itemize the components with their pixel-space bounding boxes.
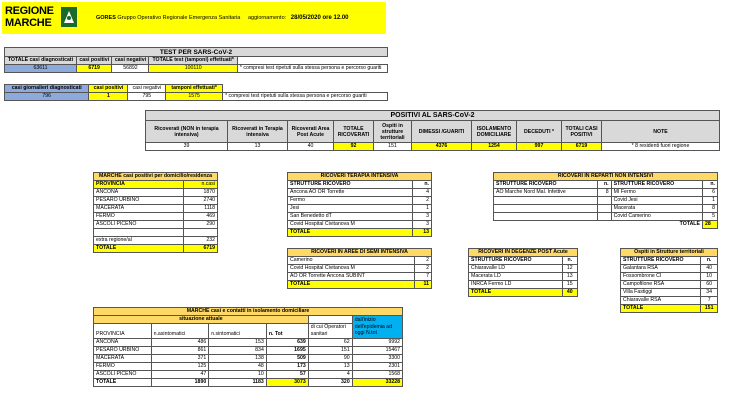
table-row: MACERATA 1118 bbox=[94, 205, 218, 213]
province-h2: n.casi bbox=[183, 181, 217, 189]
pos-v-4: 151 bbox=[374, 143, 412, 151]
pos-v-7: 997 bbox=[517, 143, 562, 151]
table-row: INRCA Fermo LD 15 bbox=[469, 281, 578, 289]
pos-v-8: 6719 bbox=[562, 143, 602, 151]
table-row: Chiaravalle LD 12 bbox=[469, 265, 578, 273]
table-row: Ancona AO OR Torrette 4 bbox=[288, 189, 432, 197]
table-row: Covid Hospital Civitanova M 2 bbox=[288, 265, 432, 273]
gores-label: GORES bbox=[96, 15, 116, 21]
test-v-pos: 6719 bbox=[76, 65, 112, 73]
table-row: Galantara RSA 40 bbox=[621, 265, 718, 273]
pos-v-0: 39 bbox=[146, 143, 228, 151]
iso-h-oper: di cui Operatori sanitari bbox=[308, 324, 352, 339]
semi-total: TOTALE 11 bbox=[288, 281, 432, 289]
province-table bbox=[93, 172, 218, 253]
gores-desc: Gruppo Operativo Regionale Emergenza Sanitaria bbox=[117, 15, 241, 21]
pos-h-5: DIMESSI /GUARITI bbox=[412, 121, 472, 143]
post-title: RICOVERI IN DEGENZE POST Acute bbox=[469, 249, 578, 257]
table-row: Macerata LD 13 bbox=[469, 273, 578, 281]
logo-line2: MARCHE bbox=[5, 17, 52, 29]
test-v-tot: 63611 bbox=[5, 65, 77, 73]
logo-line1: REGIONE bbox=[5, 5, 54, 17]
daily-h-test: tamponi effettuati* bbox=[166, 85, 223, 93]
daily-h-tot: casi giornalieri diagnosticati bbox=[5, 85, 89, 93]
ospiti-total: TOTALE 151 bbox=[621, 305, 718, 313]
pos-v-1: 13 bbox=[228, 143, 288, 151]
ospiti-h2: n. bbox=[701, 257, 718, 265]
ospiti-table bbox=[620, 248, 718, 313]
test-h-test: TOTALE test (tamponi) effettuati* bbox=[149, 57, 237, 65]
iso-h-asint: n.asintomatici bbox=[151, 324, 209, 339]
pos-h-1: Ricoverati in Terapia intensiva bbox=[228, 121, 288, 143]
marche-emblem-icon bbox=[61, 7, 77, 27]
iso-h-prov: PROVINCIA bbox=[94, 324, 152, 339]
daily-h-pos: casi positivi bbox=[89, 85, 128, 93]
iso-title: MARCHE casi e contatti in isolamento domiciliare bbox=[94, 308, 403, 316]
semi-table bbox=[287, 248, 432, 289]
table-row: Villa Fastiggi 34 bbox=[621, 289, 718, 297]
table-row: San Benedetto dT 3 bbox=[288, 213, 432, 221]
table-row: Covid Hospital Civitanova M 3 bbox=[288, 221, 432, 229]
table-row: Campofilone RSA 60 bbox=[621, 281, 718, 289]
daily-v-neg: 795 bbox=[128, 93, 166, 101]
pos-h-4: Ospiti in strutture territoriali bbox=[374, 121, 412, 143]
test-h-neg: casi negativi bbox=[112, 57, 149, 65]
test-v-test: 100110 bbox=[149, 65, 237, 73]
test-v-neg: 56892 bbox=[112, 65, 149, 73]
nonti-h1: STRUTTURE RICOVERO bbox=[494, 181, 598, 189]
nonti-title: RICOVERI IN REPARTI NON INTENSIVI bbox=[494, 173, 718, 181]
daily-table bbox=[4, 84, 388, 101]
agg-value: 28/05/2020 ore 12.00 bbox=[290, 15, 349, 21]
post-total: TOTALE 40 bbox=[469, 289, 578, 297]
pos-h-9: NOTE bbox=[602, 121, 720, 143]
ti-h1: STRUTTURE RICOVERO bbox=[288, 181, 413, 189]
table-row: ASCOLI PICENO 47 10 57 4 1568 bbox=[94, 371, 403, 379]
table-row: FERMO 125 48 173 13 2301 bbox=[94, 363, 403, 371]
table-row: AO OR Torrette Ancona SUBINT 7 bbox=[288, 273, 432, 281]
pos-h-8: TOTALI CASI POSITIVI bbox=[562, 121, 602, 143]
test-h-pos: casi positivi bbox=[76, 57, 112, 65]
nonti-table bbox=[493, 172, 718, 229]
table-row: FERMO 469 bbox=[94, 213, 218, 221]
table-row: Fossombrone CI 10 bbox=[621, 273, 718, 281]
table-row: Covid Jesi 1 bbox=[494, 197, 718, 205]
table-row: Fermo 2 bbox=[288, 197, 432, 205]
test-h-tot: TOTALE casi diagnosticati bbox=[5, 57, 77, 65]
agg-label: aggiornamento: bbox=[247, 15, 287, 21]
nonti-h3: STRUTTURE RICOVERO bbox=[611, 181, 702, 189]
iso-h-inizio: dall'inizio dell'epidemia ad oggi N.tot bbox=[352, 316, 402, 339]
test-title: TEST PER SARS-CoV-2 bbox=[5, 48, 388, 57]
test-table bbox=[4, 47, 388, 73]
nonti-total: TOTALE 28 bbox=[494, 221, 718, 229]
ospiti-title: Ospiti in Strutture territoriali bbox=[621, 249, 718, 257]
pos-h-0: Ricoverati (NON in terapia intensiva) bbox=[146, 121, 228, 143]
ti-h2: n. bbox=[412, 181, 431, 189]
test-note: * compresi test ripetuti sulla stessa persona e percorso guariti bbox=[237, 65, 387, 73]
table-row: MACERATA 371 138 509 90 3300 bbox=[94, 355, 403, 363]
iso-h-sint: n.sintomatici bbox=[209, 324, 267, 339]
daily-v-tot: 796 bbox=[5, 93, 89, 101]
pos-h-3: TOTALE RICOVERATI bbox=[334, 121, 374, 143]
daily-h-neg: casi negativi bbox=[128, 85, 166, 93]
table-row: ANCONA 1870 bbox=[94, 189, 218, 197]
daily-note: * compresi test ripetuti sulla stessa persona e percorso guariti bbox=[223, 93, 388, 101]
post-table bbox=[468, 248, 578, 297]
nonti-h2: n. bbox=[598, 181, 611, 189]
table-row: Covid Camerino 5 bbox=[494, 213, 718, 221]
positivi-table bbox=[145, 110, 720, 151]
table-row: ANCONA 486 153 639 62 9992 bbox=[94, 339, 403, 347]
ti-total: TOTALE 13 bbox=[288, 229, 432, 237]
iso-table bbox=[93, 307, 403, 387]
table-row: extra regione/al 232 bbox=[94, 237, 218, 245]
table-row: Chiaravalle RSA 7 bbox=[621, 297, 718, 305]
post-h1: STRUTTURE RICOVERO bbox=[469, 257, 563, 265]
province-h1: PROVINCIA bbox=[94, 181, 184, 189]
ospiti-h1: STRUTTURE RICOVERO bbox=[621, 257, 701, 265]
pos-h-2: Ricoverati Area Post Acute bbox=[288, 121, 334, 143]
daily-v-pos: 1 bbox=[89, 93, 128, 101]
pos-v-9: * 8 residenti fuori regione bbox=[602, 143, 720, 151]
table-row: AO Marche Nord Mal. Infettive 8 MI Fermo 6 bbox=[494, 189, 718, 197]
logo bbox=[5, 5, 75, 31]
iso-subtitle: situazione attuale bbox=[94, 316, 309, 324]
table-row: ASCOLI PICENO 290 bbox=[94, 221, 218, 229]
pos-v-5: 4376 bbox=[412, 143, 472, 151]
pos-h-7: DECEDUTI * bbox=[517, 121, 562, 143]
province-title: MARCHE casi positivi per domicilio/residenza bbox=[94, 173, 218, 181]
positivi-title: POSITIVI AL SARS-CoV-2 bbox=[146, 111, 720, 121]
table-row: Camerino 2 bbox=[288, 257, 432, 265]
daily-v-test: 1575 bbox=[166, 93, 223, 101]
semi-title: RICOVERI IN AREE DI SEMI INTENSIVA bbox=[288, 249, 432, 257]
table-row: Jesi 1 bbox=[288, 205, 432, 213]
iso-h-tot: n. Tot bbox=[266, 324, 308, 339]
table-row: PESARO URBINO 2740 bbox=[94, 197, 218, 205]
pos-v-6: 1254 bbox=[472, 143, 517, 151]
table-row: Macerata 8 bbox=[494, 205, 718, 213]
ti-table bbox=[287, 172, 432, 237]
pos-v-3: 92 bbox=[334, 143, 374, 151]
post-h2: n. bbox=[562, 257, 577, 265]
pos-v-2: 40 bbox=[288, 143, 334, 151]
table-row: PESARO URBINO 861 834 1695 151 15467 bbox=[94, 347, 403, 355]
ti-title: RICOVERI TERAPIA INTENSIVA bbox=[288, 173, 432, 181]
iso-total: TOTALE 1890 1183 3073 320 33228 bbox=[94, 379, 403, 387]
pos-h-6: ISOLAMENTO DOMICILIARE bbox=[472, 121, 517, 143]
province-total: TOTALE 6719 bbox=[94, 245, 218, 253]
nonti-h4: n. bbox=[702, 181, 717, 189]
